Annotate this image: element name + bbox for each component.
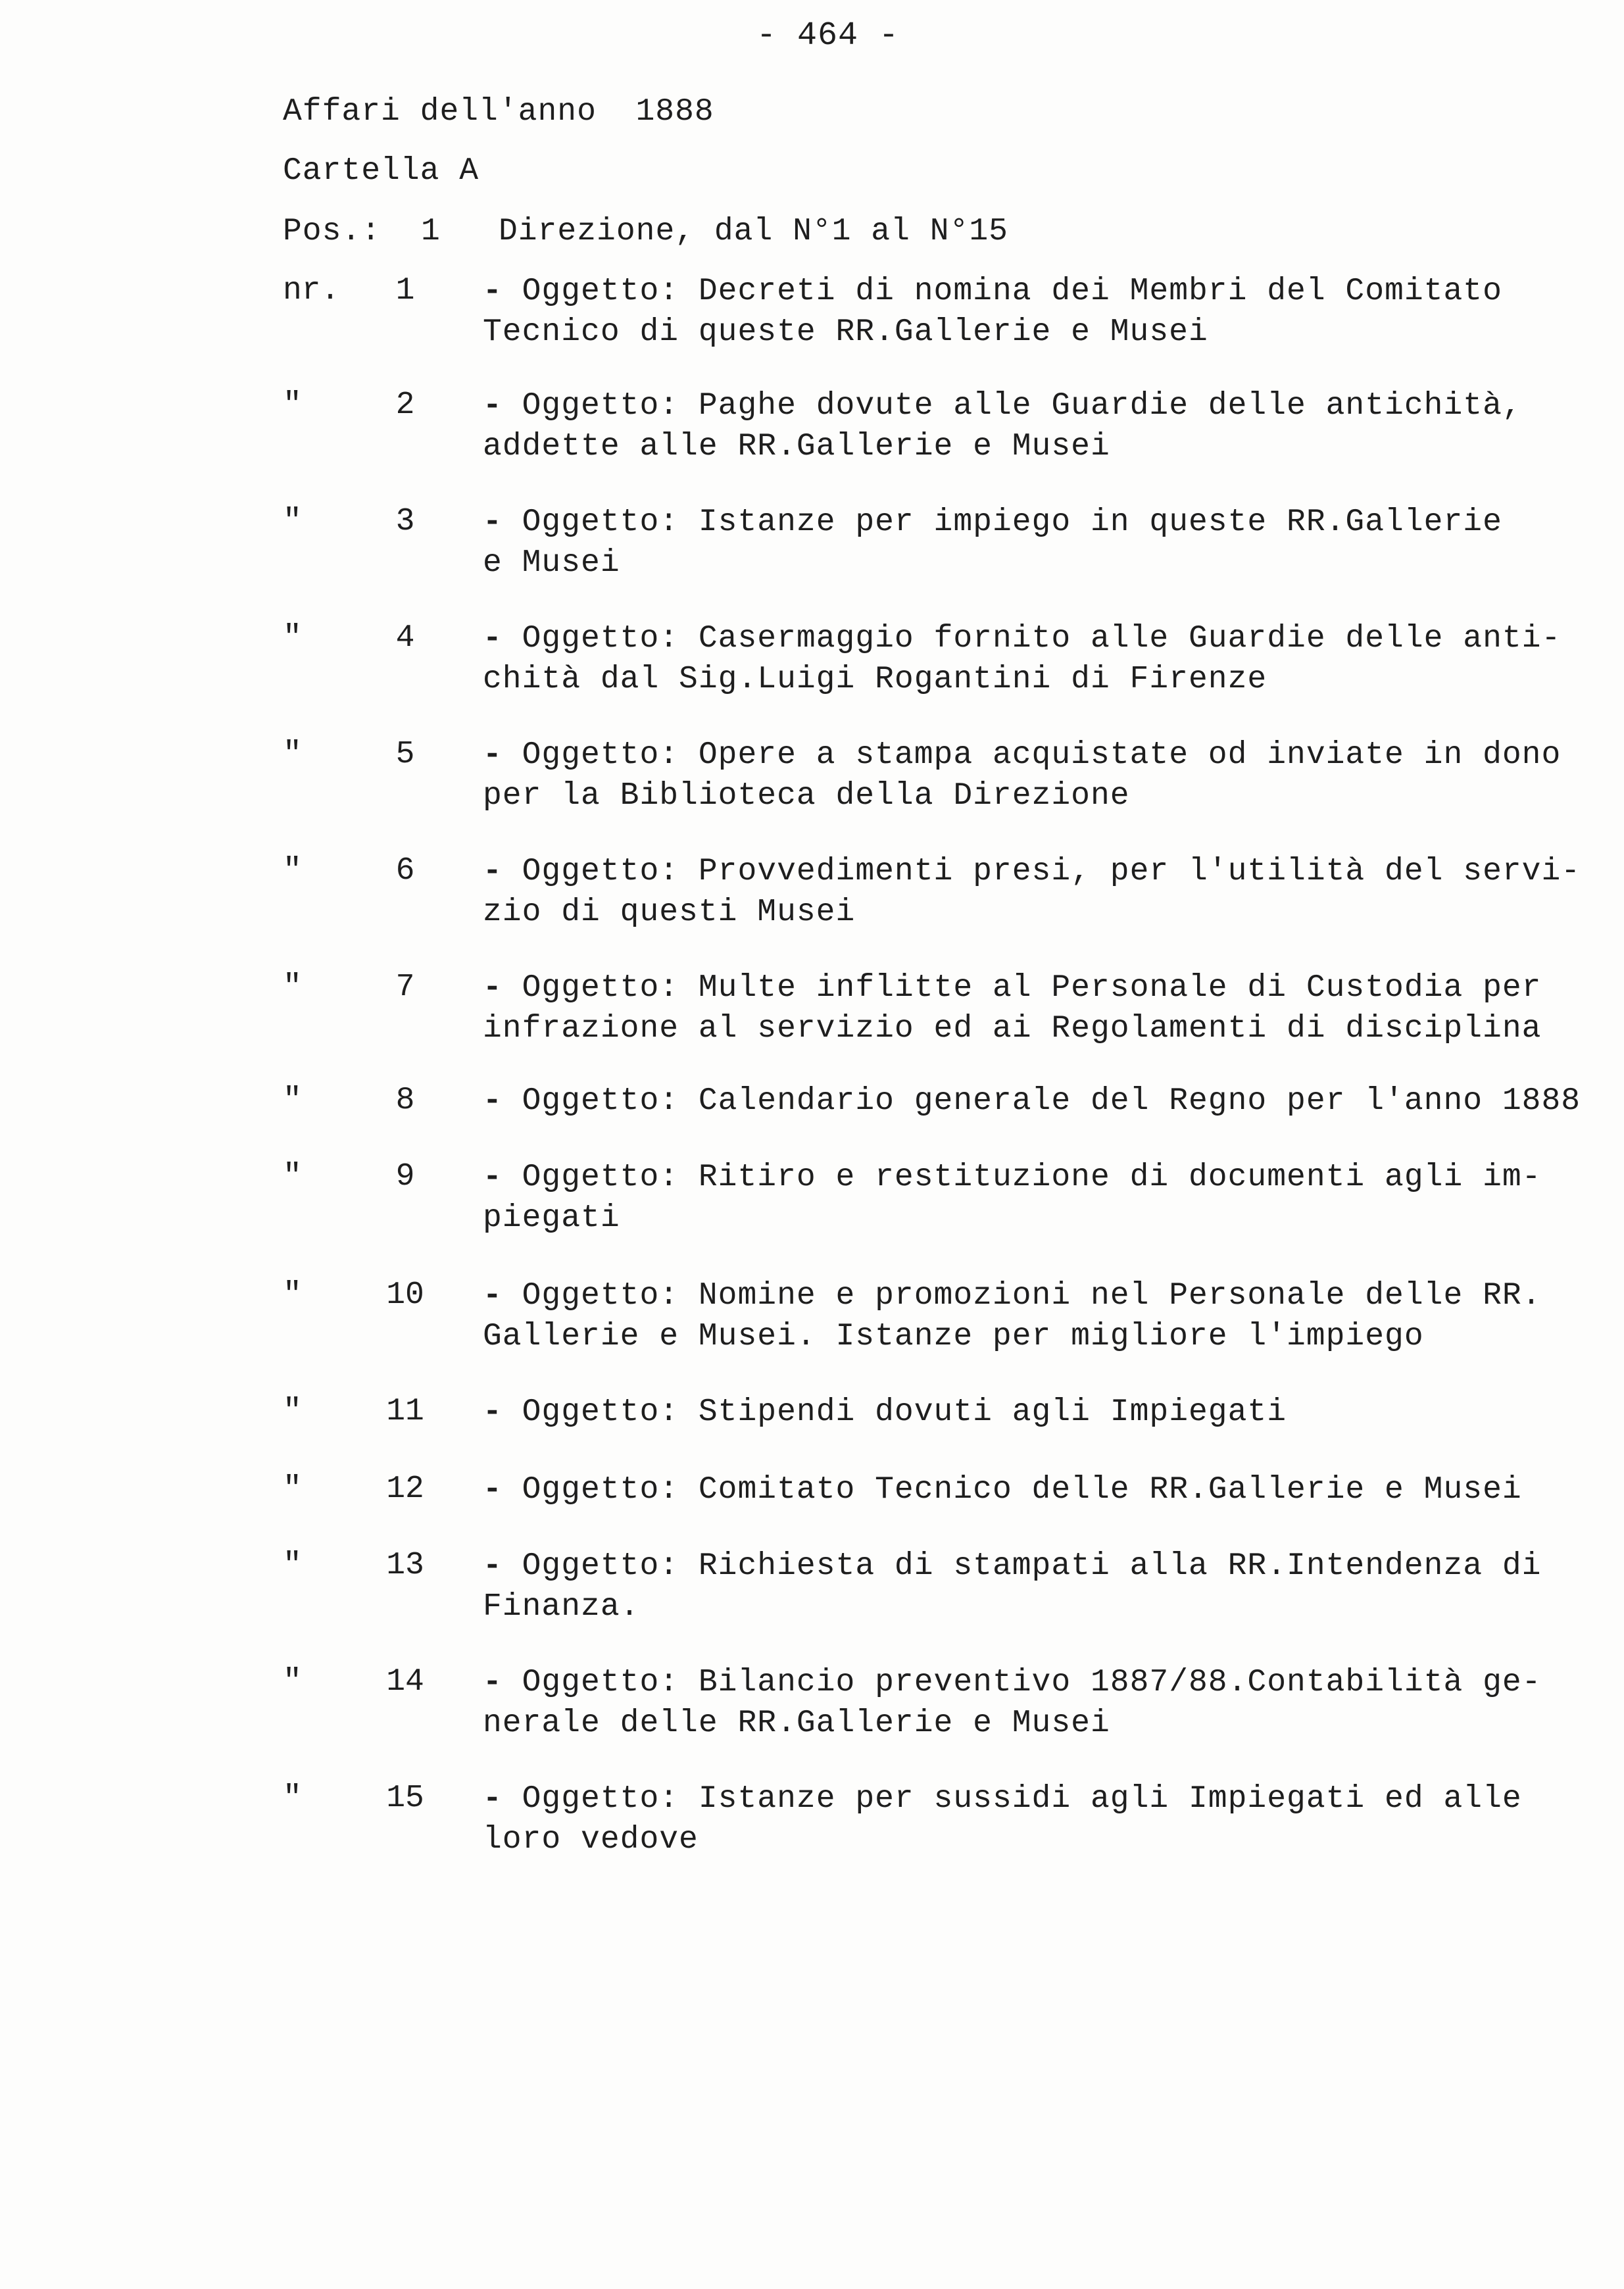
entry-prefix: "	[283, 387, 302, 423]
entry-subject: Istanze per sussidi agli Impiegati ed alle loro vedove	[483, 1781, 1522, 1858]
year-heading: Affari dell'anno 1888	[283, 94, 714, 130]
entry-body	[483, 1157, 1601, 1239]
entry-label: Oggetto:	[522, 274, 679, 309]
entry-dash: -	[483, 970, 503, 1006]
page-number: - 464 -	[756, 17, 900, 55]
entry-body	[483, 851, 1601, 933]
entry-body	[483, 385, 1601, 467]
entry-body	[483, 271, 1601, 353]
entry-subject: Bilancio preventivo 1887/88.Contabilità ge- nerale delle RR.Gallerie e Musei	[483, 1665, 1542, 1741]
entry-prefix: "	[283, 1548, 302, 1583]
entry-prefix: "	[283, 1664, 302, 1700]
entry-dash: -	[483, 737, 503, 773]
entry-body	[483, 502, 1601, 583]
entry-label: Oggetto:	[522, 1781, 679, 1817]
entry-subject: Multe inflitte al Personale di Custodia per infrazione al servizio ed ai Regolamenti di disciplina	[483, 970, 1542, 1046]
entry-subject: Richiesta di stampati alla RR.Intendenza di Finanza.	[483, 1548, 1542, 1625]
entry-number: 1	[395, 273, 415, 308]
entry-dash: -	[483, 1394, 503, 1430]
entry-body	[483, 1546, 1601, 1627]
entry-number: 12	[386, 1471, 424, 1507]
entry-label: Oggetto:	[522, 621, 679, 656]
entry-label: Oggetto:	[522, 737, 679, 773]
entry-dash: -	[483, 274, 503, 309]
entry-body	[483, 1081, 1601, 1121]
entry-subject: Comitato Tecnico delle RR.Gallerie e Musei	[698, 1472, 1522, 1508]
entry-subject: Istanze per impiego in queste RR.Gallerie e Musei	[483, 505, 1502, 581]
entry-number: 11	[386, 1394, 424, 1429]
entry-label: Oggetto:	[522, 1394, 679, 1430]
entry-label: Oggetto:	[522, 1548, 679, 1584]
entry-label: Oggetto:	[522, 970, 679, 1006]
entry-number: 13	[386, 1548, 424, 1583]
entry-dash: -	[483, 1472, 503, 1508]
entry-body	[483, 968, 1601, 1049]
entry-prefix: nr.	[283, 273, 340, 308]
entry-dash: -	[483, 1160, 503, 1195]
entry-number: 10	[386, 1277, 424, 1313]
entry-prefix: "	[283, 1159, 302, 1194]
entry-dash: -	[483, 1083, 503, 1119]
position-description: Direzione, dal N°1 al N°15	[499, 214, 1008, 249]
entry-prefix: "	[283, 620, 302, 656]
entry-dash: -	[483, 1665, 503, 1700]
entry-label: Oggetto:	[522, 1665, 679, 1700]
entry-body	[483, 1469, 1601, 1510]
entry-prefix: "	[283, 504, 302, 539]
entry-subject: Opere a stampa acquistate od inviate in dono per la Biblioteca della Direzione	[483, 737, 1562, 814]
entry-prefix: "	[283, 1781, 302, 1816]
position-number: 1	[421, 214, 441, 249]
entry-subject: Nomine e promozioni nel Personale delle RR. Gallerie e Musei. Istanze per migliore l'impiego	[483, 1278, 1542, 1354]
position-label: Pos.:	[283, 214, 381, 249]
entry-label: Oggetto:	[522, 388, 679, 424]
entry-dash: -	[483, 854, 503, 889]
entry-body	[483, 735, 1601, 816]
entry-label: Oggetto:	[522, 505, 679, 540]
entry-body	[483, 1392, 1601, 1433]
entry-number: 4	[395, 620, 415, 656]
entry-label: Oggetto:	[522, 1083, 679, 1119]
entry-number: 2	[395, 387, 415, 423]
entry-number: 15	[386, 1781, 424, 1816]
entry-prefix: "	[283, 1471, 302, 1507]
entry-label: Oggetto:	[522, 1472, 679, 1508]
entry-subject: Decreti di nomina dei Membri del Comitato Tecnico di queste RR.Gallerie e Musei	[483, 274, 1502, 350]
entry-dash: -	[483, 1781, 503, 1817]
entry-subject: Ritiro e restituzione di documenti agli im- piegati	[483, 1160, 1542, 1236]
entry-number: 5	[395, 737, 415, 772]
entry-subject: Stipendi dovuti agli Impiegati	[698, 1394, 1287, 1430]
entry-subject: Paghe dovute alle Guardie delle antichità, addette alle RR.Gallerie e Musei	[483, 388, 1522, 464]
entry-prefix: "	[283, 1277, 302, 1313]
entry-label: Oggetto:	[522, 1160, 679, 1195]
entry-number: 9	[395, 1159, 415, 1194]
entry-dash: -	[483, 1548, 503, 1584]
entry-body	[483, 1275, 1601, 1357]
entry-dash: -	[483, 505, 503, 540]
entry-prefix: "	[283, 1083, 302, 1118]
entry-subject: Provvedimenti presi, per l'utilità del servi- zio di questi Musei	[483, 854, 1581, 930]
entry-dash: -	[483, 388, 503, 424]
entry-dash: -	[483, 1278, 503, 1314]
entry-subject: Calendario generale del Regno per l'anno 1888	[698, 1083, 1581, 1119]
entry-body	[483, 1662, 1601, 1744]
entry-body	[483, 1779, 1601, 1860]
entry-prefix: "	[283, 853, 302, 889]
entry-number: 6	[395, 853, 415, 889]
entry-prefix: "	[283, 970, 302, 1005]
entry-subject: Casermaggio fornito alle Guardie delle anti- chità dal Sig.Luigi Rogantini di Firenze	[483, 621, 1562, 697]
entry-label: Oggetto:	[522, 854, 679, 889]
entry-prefix: "	[283, 737, 302, 772]
entry-number: 14	[386, 1664, 424, 1700]
entry-dash: -	[483, 621, 503, 656]
entry-number: 3	[395, 504, 415, 539]
entry-label: Oggetto:	[522, 1278, 679, 1314]
entry-body	[483, 618, 1601, 700]
entry-number: 8	[395, 1083, 415, 1118]
folder-heading: Cartella A	[283, 153, 480, 189]
entry-number: 7	[395, 970, 415, 1005]
entry-prefix: "	[283, 1394, 302, 1429]
